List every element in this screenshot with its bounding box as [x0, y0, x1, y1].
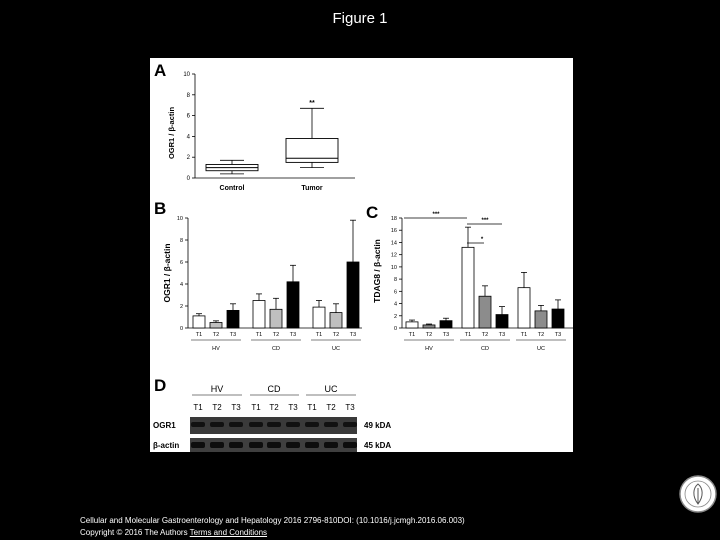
panel-c-group-labels	[404, 340, 566, 352]
panel-b-bar-uc-t3	[347, 262, 359, 328]
panel-c-timepoint-label: T3	[442, 332, 450, 338]
panel-b-bar-hv-t2	[210, 323, 222, 329]
band-ogr1	[267, 422, 281, 427]
panel-d-lane-label: T2	[212, 403, 222, 412]
panel-c-timepoint-label: T1	[520, 332, 528, 338]
panel-c-timepoint-label: T3	[554, 332, 562, 338]
panel-b-bar-uc-t1	[313, 307, 325, 328]
panel-c-bars	[406, 227, 564, 328]
panel-d-lane-label: T2	[269, 403, 279, 412]
panel-c-ytick-label: 2	[393, 313, 397, 320]
terms-link[interactable]: Terms and Conditions	[189, 528, 268, 537]
panel-d-lane-label: T3	[231, 403, 241, 412]
panel-c-timepoint-label: T1	[408, 332, 416, 338]
band-bactin	[286, 442, 300, 448]
band-ogr1	[229, 422, 243, 427]
panel-c-ytick-label: 8	[393, 277, 397, 284]
band-bactin	[229, 442, 243, 448]
band-ogr1	[286, 422, 300, 427]
panel-c-bar-hv-t1	[406, 322, 418, 328]
panel-b-timepoint-label: T3	[349, 332, 357, 338]
panel-d-row-ogr1: OGR1	[153, 421, 176, 430]
panel-c-bar-uc-t2	[535, 311, 547, 328]
panel-b-ytick-label: 0	[179, 326, 183, 332]
band-bactin	[249, 442, 263, 448]
panel-b-ytick-label: 2	[179, 304, 183, 310]
panel-d-lane-labels	[193, 403, 355, 412]
band-bactin	[343, 442, 357, 448]
band-bactin	[210, 442, 224, 448]
box-tumor	[286, 138, 338, 162]
citation-text: Cellular and Molecular Gastroenterology and Hepatology 2016 2796-810DOI: (10.1016/j.jcmgh.2016.06.003)	[80, 516, 465, 525]
slide-title: Figure 1	[332, 10, 388, 27]
band-bactin	[305, 442, 319, 448]
panel-c-ytick-label: 0	[393, 326, 397, 332]
band-bactin	[324, 442, 338, 448]
panel-c-sig-2: ***	[481, 218, 489, 224]
panel-c-timepoint-label: T1	[464, 332, 472, 338]
panel-c-timepoint-label: T2	[481, 332, 489, 338]
panel-c-bar-cd-t1	[462, 247, 474, 328]
band-ogr1	[191, 422, 205, 427]
panel-c-group-label-uc: UC	[537, 346, 545, 352]
copyright-text: Copyright © 2016 The Authors	[80, 528, 188, 537]
band-bactin	[267, 442, 281, 448]
elsevier-seal	[678, 474, 718, 514]
band-ogr1	[249, 422, 263, 427]
panel-b-ytick-label: 8	[179, 238, 183, 244]
panel-b-group-label-cd: CD	[272, 346, 280, 352]
panel-b-bar-cd-t1	[253, 301, 265, 329]
panel-d-lane-label: T1	[307, 403, 317, 412]
panel-a-xlabel-tumor: Tumor	[301, 185, 323, 192]
panel-c-timepoint-label: T2	[537, 332, 545, 338]
panel-c-ytick-label: 16	[390, 228, 397, 235]
band-ogr1	[210, 422, 224, 427]
panel-a-significance: **	[309, 100, 315, 107]
panel-a-ytick-label: 0	[186, 176, 190, 182]
panel-b-group-labels	[191, 340, 361, 352]
panel-b-group-label-uc: UC	[332, 346, 340, 352]
panel-c-ytick-label: 10	[390, 264, 397, 271]
panel-c-bar-uc-t3	[552, 309, 564, 328]
panel-d-lane-label: T1	[193, 403, 203, 412]
panel-c-bar-hv-t3	[440, 321, 452, 328]
panel-b-timepoint-label: T2	[332, 332, 340, 338]
panel-d-lane-label: T1	[251, 403, 261, 412]
panel-c-bar-hv-t2	[423, 325, 435, 328]
panel-b-bar-hv-t3	[227, 310, 239, 328]
panel-c-group-label-cd: CD	[481, 346, 489, 352]
panel-c-bar-uc-t1	[518, 288, 530, 328]
panel-d-bands	[191, 422, 357, 448]
panel-b-timepoint-label: T2	[212, 332, 220, 338]
panel-b-timepoint-label: T2	[272, 332, 280, 338]
panel-b-ytick-label: 4	[179, 282, 183, 288]
panel-d-mw-ogr1: 49 kDA	[364, 421, 392, 430]
panel-a-xlabel-control: Control	[219, 185, 245, 192]
panel-b-bars	[193, 220, 359, 328]
panel-c-timepoint-label: T3	[498, 332, 506, 338]
panel-a-ytick-label: 2	[186, 155, 190, 162]
figure-panel	[150, 58, 573, 452]
panel-d-group-label-hv: HV	[210, 384, 224, 394]
panel-b-bar-hv-t1	[193, 316, 205, 328]
panel-a-ytick-label: 6	[186, 113, 190, 120]
panel-c-ytick-label: 4	[393, 301, 397, 308]
panel-b-timepoint-label: T3	[229, 332, 237, 338]
panel-a-label: A	[154, 61, 167, 80]
panel-d-group-label-uc: UC	[324, 384, 338, 394]
panel-c-ytick-label: 14	[390, 240, 397, 247]
panel-c-bar-cd-t2	[479, 296, 491, 328]
panel-b-timepoint-label: T3	[289, 332, 297, 338]
panel-a-ytick-label: 10	[183, 72, 190, 78]
panel-b-timepoint-labels	[196, 332, 356, 338]
panel-c-ytick-label: 6	[393, 289, 397, 296]
panel-d-lane-label: T2	[326, 403, 336, 412]
panel-c-label: C	[366, 203, 379, 222]
panel-c-sig-1: ***	[432, 212, 440, 218]
panel-b-bar-cd-t2	[270, 309, 282, 328]
panel-d-lane-label: T3	[288, 403, 298, 412]
panel-d-row-bactin: β-actin	[153, 441, 180, 450]
panel-d-group-labels	[192, 384, 356, 395]
panel-c-bar-cd-t3	[496, 315, 508, 328]
panel-c-ytick-label: 18	[390, 216, 397, 222]
panel-b-timepoint-label: T1	[255, 332, 263, 338]
band-bactin	[191, 442, 205, 448]
panel-a-boxes	[206, 108, 338, 174]
panel-d-lane-label: T3	[345, 403, 355, 412]
panel-b-ylabel: OGR1 / β-actin	[162, 243, 172, 303]
panel-b-group-label-hv: HV	[212, 346, 220, 352]
panel-b-ytick-label: 10	[176, 216, 183, 222]
band-ogr1	[324, 422, 338, 427]
panel-c-sig-3: *	[480, 237, 484, 243]
panel-d-label: D	[154, 376, 167, 395]
panel-b-timepoint-label: T1	[315, 332, 323, 338]
panel-d-group-label-cd: CD	[267, 384, 281, 394]
panel-d-mw-bactin: 45 kDA	[364, 441, 392, 450]
panel-b-bar-cd-t3	[287, 282, 299, 328]
panel-b-ytick-label: 6	[179, 260, 183, 266]
panel-a-ytick-label: 4	[186, 134, 190, 141]
panel-c-ylabel: TDAG8 / β-actin	[372, 239, 382, 303]
panel-c-timepoint-labels	[409, 332, 561, 338]
copyright-line	[80, 528, 267, 537]
panel-c-group-label-hv: HV	[425, 346, 433, 352]
band-ogr1	[305, 422, 319, 427]
panel-c-timepoint-label: T2	[425, 332, 433, 338]
panel-c-ytick-label: 12	[390, 252, 397, 259]
panel-b-timepoint-label: T1	[195, 332, 203, 338]
band-ogr1	[343, 422, 357, 427]
panel-b-label: B	[154, 199, 167, 218]
panel-a-ytick-label: 8	[186, 92, 190, 99]
panel-a-ylabel: OGR1 / β-actin	[167, 106, 176, 160]
panel-b-bar-uc-t2	[330, 313, 342, 328]
